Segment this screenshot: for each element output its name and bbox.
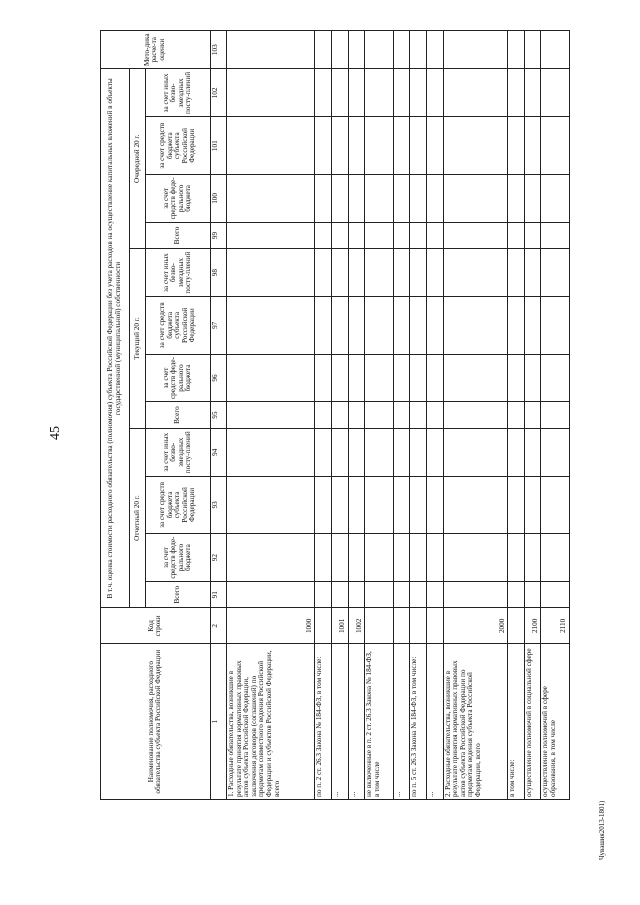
value-cell xyxy=(427,117,444,174)
h-fed: за счет средств феде-рального бюджета xyxy=(146,354,210,402)
value-cell xyxy=(524,174,541,222)
value-cell xyxy=(508,69,525,117)
value-cell xyxy=(348,354,365,402)
value-cell xyxy=(541,117,570,174)
table-row xyxy=(508,31,525,800)
value-cell xyxy=(315,428,332,476)
header-name: Наименование полномочия, расходного обязательства субъекта Российской Федерации xyxy=(101,644,211,800)
value-cell xyxy=(365,117,394,174)
value-cell xyxy=(427,582,444,608)
colnum: 101 xyxy=(210,117,227,174)
value-cell xyxy=(508,174,525,222)
value-cell xyxy=(348,297,365,354)
value-cell xyxy=(427,534,444,582)
colnum: 1 xyxy=(210,644,227,800)
row-name: ... xyxy=(427,644,444,800)
value-cell xyxy=(331,222,348,248)
colnum: 95 xyxy=(210,402,227,428)
value-cell xyxy=(524,222,541,248)
row-code: 2110 xyxy=(541,608,570,644)
colnum: 91 xyxy=(210,582,227,608)
value-cell xyxy=(315,297,332,354)
h-fed: за счет средств феде-рального бюджета xyxy=(146,174,210,222)
value-cell xyxy=(393,297,410,354)
value-cell xyxy=(410,476,427,533)
cost-table xyxy=(100,30,570,800)
table-row xyxy=(331,31,348,800)
value-cell xyxy=(315,534,332,582)
value-cell xyxy=(443,69,507,117)
row-name: по п. 5 ст. 26.3 Закона № 184-ФЗ, в том числе: xyxy=(410,644,427,800)
value-cell xyxy=(315,174,332,222)
value-cell xyxy=(410,174,427,222)
row-name: не включенные в п. 2 ст. 26.3 Закона № 184-ФЗ, в том числе xyxy=(365,644,394,800)
value-cell xyxy=(331,428,348,476)
value-cell xyxy=(348,402,365,428)
value-cell xyxy=(393,174,410,222)
value-cell xyxy=(541,31,570,69)
value-cell xyxy=(524,69,541,117)
value-cell xyxy=(348,222,365,248)
value-cell xyxy=(365,249,394,297)
value-cell xyxy=(427,354,444,402)
value-cell xyxy=(315,354,332,402)
row-code: 1002 xyxy=(348,608,365,644)
header-period-2: Текущий 20 г. xyxy=(129,249,146,429)
value-cell xyxy=(348,476,365,533)
value-cell xyxy=(365,402,394,428)
row-code xyxy=(427,608,444,644)
colnum: 2 xyxy=(210,608,227,644)
value-cell xyxy=(348,534,365,582)
value-cell xyxy=(524,476,541,533)
value-cell xyxy=(410,249,427,297)
colnum: 92 xyxy=(210,534,227,582)
value-cell xyxy=(315,222,332,248)
value-cell xyxy=(524,582,541,608)
value-cell xyxy=(393,582,410,608)
value-cell xyxy=(508,476,525,533)
value-cell xyxy=(427,69,444,117)
value-cell xyxy=(227,69,315,117)
value-cell xyxy=(443,249,507,297)
h-fed: за счет средств феде-рального бюджета xyxy=(146,534,210,582)
value-cell xyxy=(443,117,507,174)
row-name: осуществление полномочий в сфере образования, в том числе xyxy=(541,644,570,800)
value-cell xyxy=(427,297,444,354)
h-total: Всего xyxy=(146,582,210,608)
value-cell xyxy=(541,428,570,476)
value-cell xyxy=(331,402,348,428)
row-code: 1001 xyxy=(331,608,348,644)
value-cell xyxy=(365,69,394,117)
h-reg: за счет средств бюджета субъекта Российской Федерации xyxy=(146,117,210,174)
value-cell xyxy=(315,249,332,297)
value-cell xyxy=(541,69,570,117)
value-cell xyxy=(227,249,315,297)
value-cell xyxy=(365,582,394,608)
table-row xyxy=(348,31,365,800)
value-cell xyxy=(410,297,427,354)
value-cell xyxy=(331,582,348,608)
value-cell xyxy=(227,297,315,354)
table-row xyxy=(315,31,332,800)
row-name: в том числе: xyxy=(508,644,525,800)
value-cell xyxy=(443,31,507,69)
row-name: 2. Расходные обязательства, возникшие в результате принятия нормативных правовых актов субъекта Российской Федерации по предметам ведения субъекта Российской Федерации, всего xyxy=(443,644,507,800)
h-other: за счет иных безво-змездных посту-плений xyxy=(146,69,210,117)
value-cell xyxy=(365,534,394,582)
value-cell xyxy=(443,402,507,428)
value-cell xyxy=(443,534,507,582)
table-body xyxy=(227,31,570,800)
value-cell xyxy=(443,582,507,608)
footer-id: Чувашия2013-1801) xyxy=(598,800,606,860)
colnum: 98 xyxy=(210,249,227,297)
value-cell xyxy=(227,534,315,582)
colnum: 100 xyxy=(210,174,227,222)
row-name: ... xyxy=(331,644,348,800)
value-cell xyxy=(410,534,427,582)
value-cell xyxy=(393,476,410,533)
value-cell xyxy=(331,117,348,174)
value-cell xyxy=(227,354,315,402)
row-code xyxy=(410,608,427,644)
value-cell xyxy=(427,402,444,428)
colnum: 103 xyxy=(210,31,227,69)
value-cell xyxy=(410,428,427,476)
value-cell xyxy=(315,31,332,69)
row-code xyxy=(315,608,332,644)
table-row xyxy=(227,31,315,800)
row-code xyxy=(508,608,525,644)
value-cell xyxy=(348,582,365,608)
row-code: 2000 xyxy=(443,608,507,644)
page-number: 45 xyxy=(48,426,63,440)
table-row xyxy=(410,31,427,800)
table-row xyxy=(443,31,507,800)
value-cell xyxy=(410,31,427,69)
value-cell xyxy=(348,31,365,69)
value-cell xyxy=(365,354,394,402)
value-cell xyxy=(541,582,570,608)
row-code: 2100 xyxy=(524,608,541,644)
value-cell xyxy=(410,402,427,428)
column-numbers-row xyxy=(210,31,227,800)
value-cell xyxy=(508,297,525,354)
value-cell xyxy=(227,402,315,428)
value-cell xyxy=(508,582,525,608)
header-main: В т.ч. оценка стоимости расходного обязательства (полномочия) субъекта Российской Федерации без учета расходов на осуществление капитальных вложений в объекты государственной (муниципальной) собственности xyxy=(101,69,130,608)
value-cell xyxy=(227,222,315,248)
value-cell xyxy=(365,174,394,222)
h-reg: за счет средств бюджета субъекта Российской Федерации xyxy=(146,476,210,533)
value-cell xyxy=(508,354,525,402)
value-cell xyxy=(508,222,525,248)
value-cell xyxy=(348,428,365,476)
h-other: за счет иных безво-змездных посту-плений xyxy=(146,249,210,297)
value-cell xyxy=(524,534,541,582)
value-cell xyxy=(315,402,332,428)
value-cell xyxy=(227,117,315,174)
value-cell xyxy=(524,354,541,402)
value-cell xyxy=(393,428,410,476)
value-cell xyxy=(524,402,541,428)
value-cell xyxy=(348,249,365,297)
value-cell xyxy=(427,249,444,297)
value-cell xyxy=(427,428,444,476)
row-name: ... xyxy=(393,644,410,800)
value-cell xyxy=(443,476,507,533)
h-total: Всего xyxy=(146,402,210,428)
value-cell xyxy=(331,297,348,354)
colnum: 99 xyxy=(210,222,227,248)
value-cell xyxy=(365,428,394,476)
value-cell xyxy=(541,534,570,582)
colnum: 93 xyxy=(210,476,227,533)
value-cell xyxy=(410,222,427,248)
h-reg: за счет средств бюджета субъекта Российской Федерации xyxy=(146,297,210,354)
value-cell xyxy=(508,428,525,476)
rotated-table xyxy=(100,30,570,800)
row-code xyxy=(365,608,394,644)
value-cell xyxy=(443,297,507,354)
h-total: Всего xyxy=(146,222,210,248)
value-cell xyxy=(541,297,570,354)
value-cell xyxy=(443,222,507,248)
value-cell xyxy=(331,31,348,69)
value-cell xyxy=(227,174,315,222)
table-row xyxy=(365,31,394,800)
row-code: 1000 xyxy=(227,608,315,644)
table-row xyxy=(393,31,410,800)
value-cell xyxy=(427,174,444,222)
value-cell xyxy=(393,354,410,402)
value-cell xyxy=(427,222,444,248)
value-cell xyxy=(393,31,410,69)
value-cell xyxy=(365,31,394,69)
value-cell xyxy=(331,534,348,582)
row-name: ... xyxy=(348,644,365,800)
value-cell xyxy=(541,174,570,222)
value-cell xyxy=(541,354,570,402)
value-cell xyxy=(524,117,541,174)
value-cell xyxy=(227,476,315,533)
header-code: Код строки xyxy=(101,608,211,644)
table-row xyxy=(427,31,444,800)
value-cell xyxy=(365,297,394,354)
value-cell xyxy=(508,402,525,428)
colnum: 96 xyxy=(210,354,227,402)
value-cell xyxy=(348,69,365,117)
value-cell xyxy=(541,402,570,428)
value-cell xyxy=(315,582,332,608)
row-code xyxy=(393,608,410,644)
value-cell xyxy=(541,476,570,533)
value-cell xyxy=(331,249,348,297)
value-cell xyxy=(443,174,507,222)
value-cell xyxy=(393,402,410,428)
value-cell xyxy=(427,31,444,69)
value-cell xyxy=(227,428,315,476)
value-cell xyxy=(393,249,410,297)
table-row xyxy=(541,31,570,800)
value-cell xyxy=(524,297,541,354)
colnum: 94 xyxy=(210,428,227,476)
value-cell xyxy=(443,354,507,402)
value-cell xyxy=(365,476,394,533)
value-cell xyxy=(227,31,315,69)
value-cell xyxy=(365,222,394,248)
header-method: Мето-дика расче-та оценки xyxy=(101,31,211,69)
value-cell xyxy=(410,69,427,117)
h-other: за счет иных безво-змездных посту-плений xyxy=(146,428,210,476)
value-cell xyxy=(410,582,427,608)
value-cell xyxy=(541,249,570,297)
value-cell xyxy=(227,582,315,608)
header-period-1: Отчетный 20 г. xyxy=(129,428,146,608)
value-cell xyxy=(508,117,525,174)
value-cell xyxy=(348,117,365,174)
value-cell xyxy=(393,534,410,582)
row-name: по п. 2 ст. 26.3 Закона № 184-ФЗ, в том числе: xyxy=(315,644,332,800)
value-cell xyxy=(315,69,332,117)
value-cell xyxy=(393,69,410,117)
value-cell xyxy=(315,117,332,174)
value-cell xyxy=(508,534,525,582)
value-cell xyxy=(410,117,427,174)
row-name: осуществление полномочий в социальной сфере xyxy=(524,644,541,800)
colnum: 102 xyxy=(210,69,227,117)
value-cell xyxy=(524,249,541,297)
value-cell xyxy=(331,174,348,222)
row-name: 1. Расходные обязательства, возникшие в результате принятия нормативных правовых актов субъекта Российской Федерации, заключения договоров (соглашений) по предметам совместного ведения Российской Федерации и субъектов Российской Федерации, всего xyxy=(227,644,315,800)
value-cell xyxy=(331,69,348,117)
value-cell xyxy=(427,476,444,533)
value-cell xyxy=(315,476,332,533)
value-cell xyxy=(331,476,348,533)
value-cell xyxy=(393,117,410,174)
value-cell xyxy=(541,222,570,248)
value-cell xyxy=(410,354,427,402)
table-row xyxy=(524,31,541,800)
value-cell xyxy=(331,354,348,402)
header-period-3: Очередной 20 г. xyxy=(129,69,146,249)
value-cell xyxy=(348,174,365,222)
value-cell xyxy=(443,428,507,476)
value-cell xyxy=(508,31,525,69)
value-cell xyxy=(524,31,541,69)
value-cell xyxy=(393,222,410,248)
colnum: 97 xyxy=(210,297,227,354)
value-cell xyxy=(508,249,525,297)
value-cell xyxy=(524,428,541,476)
